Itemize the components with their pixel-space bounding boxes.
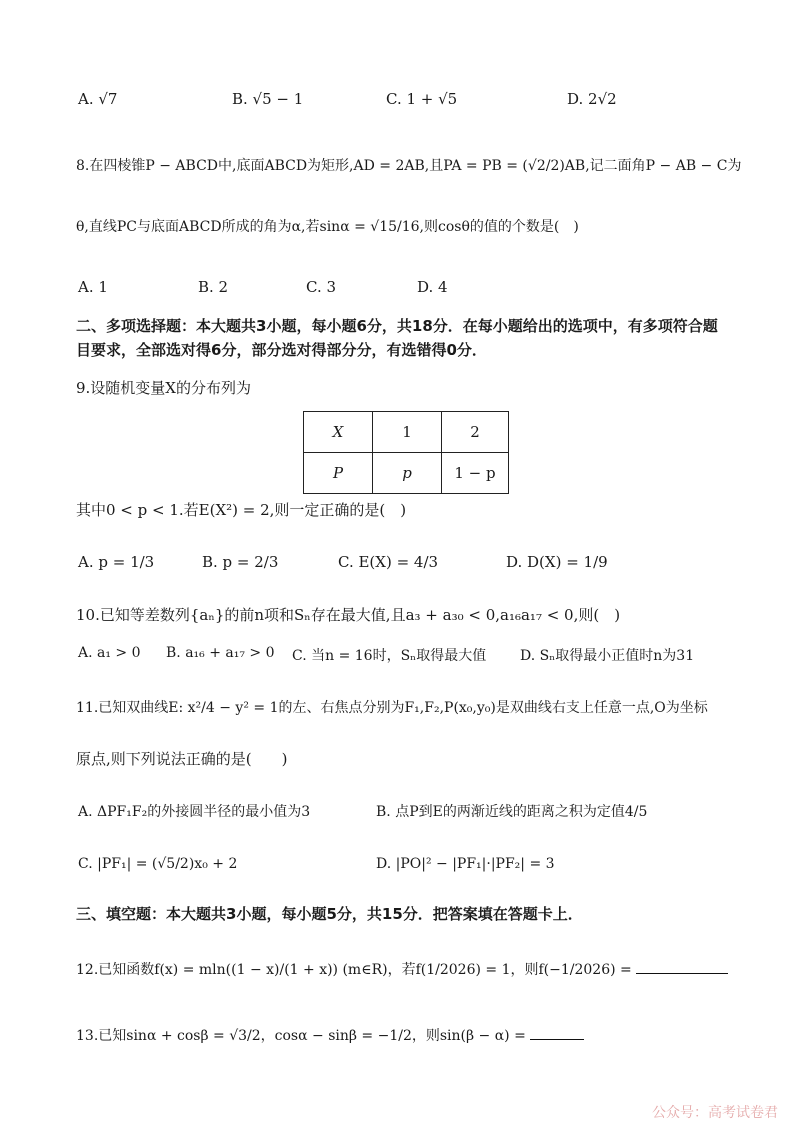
q11-option-c: C. |PF₁| = (√5/2)x₀ + 2 — [78, 856, 238, 872]
q12-stem — [76, 959, 728, 979]
q7-option-c: C. 1 + √5 — [386, 90, 458, 108]
table-row — [304, 412, 509, 453]
q9-stem: 9.设随机变量X的分布列为 — [76, 379, 251, 397]
watermark: 公众号：高考试卷君 — [652, 1105, 778, 1121]
q8-option-b: B. 2 — [198, 278, 229, 296]
q8-option-d: D. 4 — [417, 278, 448, 296]
q13-text: 13.已知sinα + cosβ = √3/2，cosα − sinβ = −1/2，则sin(β − α) = — [76, 1028, 526, 1044]
table-cell: 1 − p — [442, 453, 509, 494]
table-cell: X — [304, 412, 373, 453]
table-cell: P — [304, 453, 373, 494]
table-cell: p — [373, 453, 442, 494]
q9-option-b: B. p = 2/3 — [202, 553, 279, 571]
q9-condition: 其中0 < p < 1.若E(X²) = 2,则一定正确的是( ) — [76, 501, 407, 519]
q11-option-a: A. ΔPF₁F₂的外接圆半径的最小值为3 — [78, 804, 311, 820]
q11-stem-line1: 11.已知双曲线E: x²/4 − y² = 1的左、右焦点分别为F₁,F₂,P(x₀,y₀)是双曲线右支上任意一点,O为坐标 — [76, 700, 708, 716]
q12-text: 12.已知函数f(x) = mln((1 − x)/(1 + x)) (m∈R)，若f(1/2026) = 1，则f(−1/2026) = — [76, 962, 632, 978]
q12-answer-blank — [636, 959, 728, 974]
q13-stem — [76, 1025, 584, 1045]
q8-stem-line1: 8.在四棱锥P − ABCD中,底面ABCD为矩形,AD = 2AB,且PA = PB = (√2/2)AB,记二面角P − AB − C为 — [76, 158, 742, 174]
q7-option-a: A. √7 — [78, 90, 118, 108]
section2-heading-line1: 二、多项选择题：本大题共3小题，每小题6分，共18分．在每小题给出的选项中，有多项符合题 — [76, 317, 718, 335]
q9-option-d: D. D(X) = 1/9 — [506, 553, 608, 571]
q10-option-a: A. a₁ > 0 — [78, 645, 141, 661]
q9-distribution-table — [303, 411, 509, 494]
table-row — [304, 453, 509, 494]
q10-stem: 10.已知等差数列{aₙ}的前n项和Sₙ存在最大值,且a₃ + a₃₀ < 0,a₁₆a₁₇ < 0,则( ) — [76, 606, 621, 624]
q11-stem-line2: 原点,则下列说法正确的是( ) — [76, 750, 288, 768]
section3-heading: 三、填空题：本大题共3小题，每小题5分，共15分．把答案填在答题卡上． — [76, 905, 583, 923]
q10-option-b: B. a₁₆ + a₁₇ > 0 — [166, 645, 275, 661]
q9-option-a: A. p = 1/3 — [78, 553, 155, 571]
q13-answer-blank — [530, 1025, 584, 1040]
table-cell: 2 — [442, 412, 509, 453]
q8-option-a: A. 1 — [78, 278, 108, 296]
table-cell: 1 — [373, 412, 442, 453]
q7-option-d: D. 2√2 — [567, 90, 617, 108]
q8-option-c: C. 3 — [306, 278, 337, 296]
q8-stem-line2: θ,直线PC与底面ABCD所成的角为α,若sinα = √15/16,则cosθ的值的个数是( ) — [76, 219, 579, 235]
q11-option-b: B. 点P到E的两渐近线的距离之积为定值4/5 — [376, 804, 648, 820]
q10-option-c: C. 当n = 16时，Sₙ取得最大值 — [292, 648, 487, 664]
q11-option-d: D. |PO|² − |PF₁|·|PF₂| = 3 — [376, 856, 555, 872]
q10-option-d: D. Sₙ取得最小正值时n为31 — [520, 648, 695, 664]
section2-heading-line2: 目要求，全部选对得6分，部分选对得部分分，有选错得0分． — [76, 341, 487, 359]
q9-option-c: C. E(X) = 4/3 — [338, 553, 439, 571]
q7-option-b: B. √5 − 1 — [232, 90, 304, 108]
